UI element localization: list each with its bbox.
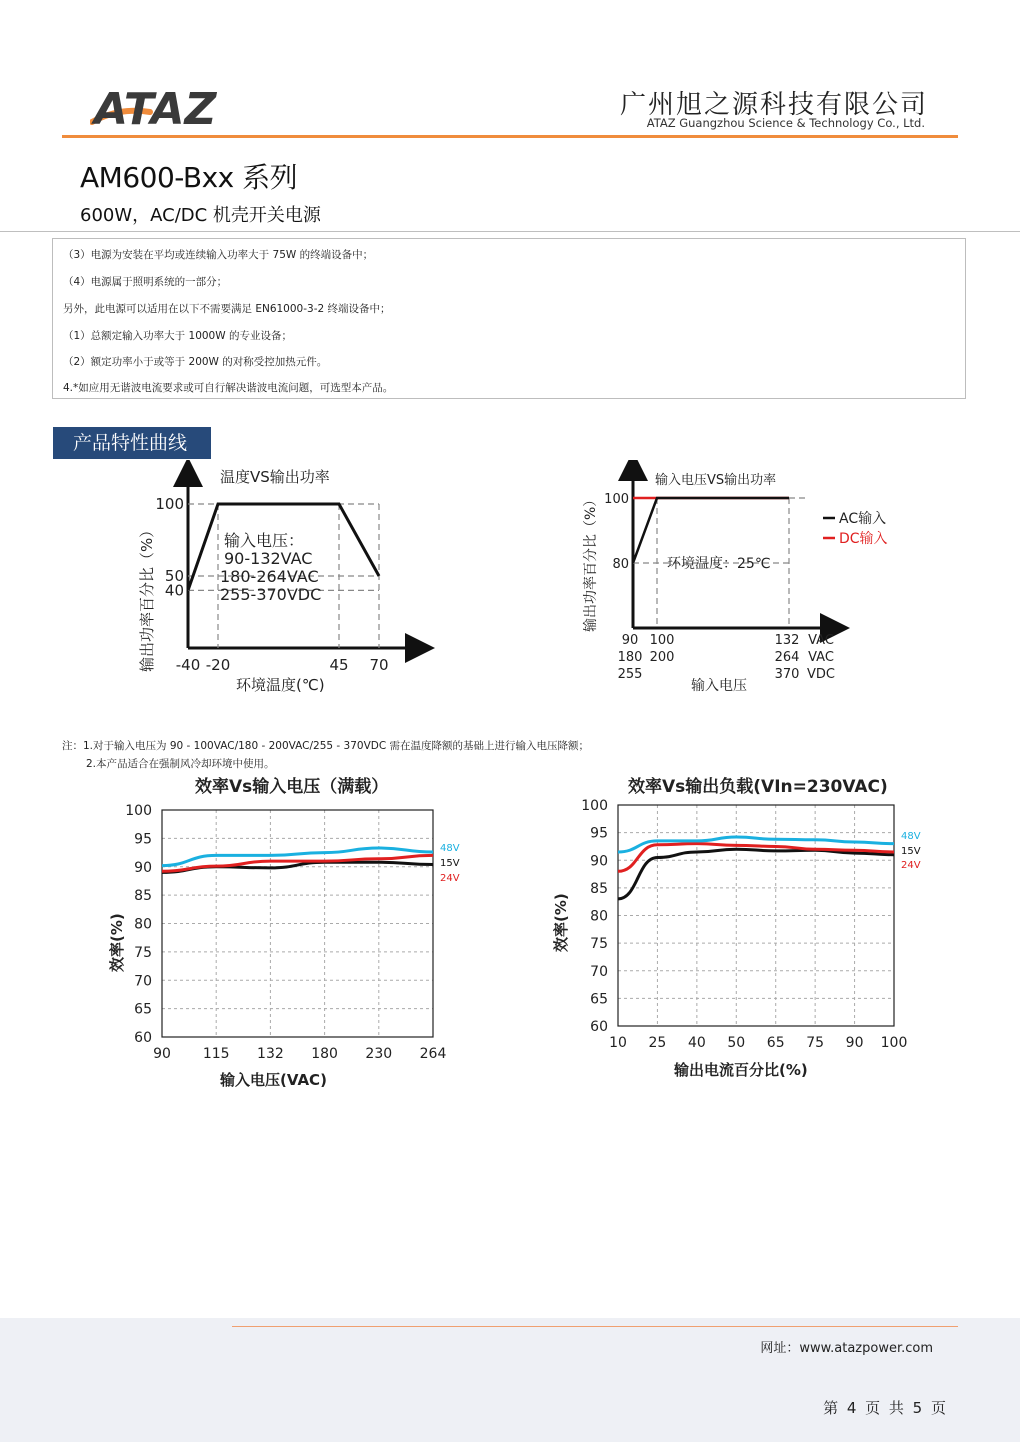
chart1-annotation: 90-132VAC bbox=[224, 549, 313, 568]
footer-website: 网址：www.atazpower.com bbox=[760, 1341, 933, 1356]
chart3-x-tick: 115 bbox=[202, 1046, 230, 1062]
chart3-legend-48v: 48V bbox=[440, 843, 460, 854]
chart1-x-tick: 45 bbox=[329, 656, 349, 674]
section-banner: 产品特性曲线 bbox=[53, 427, 211, 459]
note-line: （1）总额定输入功率大于 1000W 的专业设备； bbox=[63, 330, 292, 342]
chart2-xlabel: 输入电压 bbox=[691, 678, 747, 694]
chart1-annotation: 255-370VDC bbox=[220, 585, 322, 604]
chart3-legend-15v: 15V bbox=[440, 858, 460, 869]
chart4-y-tick: 95 bbox=[590, 825, 608, 842]
chart2-y-tick: 80 bbox=[612, 557, 629, 572]
chart3-y-tick: 95 bbox=[134, 831, 152, 848]
note-line: （2）额定功率小于或等于 200W 的对称受控加热元件。 bbox=[63, 356, 328, 368]
chart1-annotation: 输入电压： bbox=[224, 531, 305, 550]
chart4-y-tick: 65 bbox=[590, 991, 608, 1008]
chart1-y-tick: 100 bbox=[155, 495, 184, 513]
chart1-ylabel: 输出功率百分比（%） bbox=[138, 522, 156, 672]
chart2-x-tick: VAC bbox=[808, 650, 834, 665]
chart4-legend-48v: 48V bbox=[901, 831, 921, 842]
chart1-y-tick: 40 bbox=[164, 581, 184, 600]
chart3-y-tick: 80 bbox=[134, 916, 152, 933]
chart3-x-tick: 90 bbox=[153, 1046, 171, 1062]
footer-page-number: 第 4 页 共 5 页 bbox=[823, 1399, 948, 1417]
chart4-x-tick: 40 bbox=[687, 1035, 706, 1051]
chart4-y-tick: 90 bbox=[590, 853, 608, 870]
chart4-y-tick: 60 bbox=[590, 1019, 608, 1035]
chart2-title: 输入电压VS输出功率 bbox=[655, 473, 777, 488]
chart4-x-tick: 90 bbox=[845, 1035, 864, 1051]
legend-dc-label: DC输入 bbox=[839, 531, 888, 547]
derating-note-2: 2.本产品适合在强制风冷却环境中使用。 bbox=[86, 758, 275, 770]
chart4-xlabel: 输出电流百分比(%) bbox=[674, 1061, 808, 1079]
chart4-title: 效率Vs输出负载(VIn=230VAC) bbox=[628, 777, 888, 797]
chart4-ylabel: 效率(%) bbox=[552, 893, 570, 952]
chart3-y-tick: 85 bbox=[134, 888, 152, 905]
chart3-x-tick: 264 bbox=[419, 1046, 447, 1062]
chart1-annotation: 180-264VAC bbox=[220, 567, 319, 586]
chart3-x-tick: 132 bbox=[257, 1046, 284, 1062]
chart3-ylabel: 效率(%) bbox=[108, 913, 126, 972]
company-name-cn: 广州旭之源科技有限公司 bbox=[619, 90, 928, 120]
product-subtitle: 600W，AC/DC 机壳开关电源 bbox=[80, 205, 321, 226]
chart3-y-tick: 90 bbox=[134, 859, 152, 876]
chart3-y-tick: 100 bbox=[125, 803, 152, 819]
note-line: 4.*如应用无谐波电流要求或可自行解决谐波电流问题，可选型本产品。 bbox=[63, 382, 394, 394]
logo-text: ATAZ bbox=[94, 84, 217, 130]
company-name-en: ATAZ Guangzhou Science & Technology Co., Ltd. bbox=[646, 116, 925, 130]
chart3-y-tick: 75 bbox=[134, 944, 152, 961]
chart1-x-tick: -20 bbox=[205, 656, 231, 674]
note-line: 另外，此电源可以适用在以下不需要满足 EN61000-3-2 终端设备中； bbox=[63, 303, 391, 315]
chart-temperature-derating bbox=[120, 460, 440, 700]
chart2-x-tick: VDC bbox=[807, 667, 835, 682]
notes-box bbox=[52, 238, 966, 399]
chart4-legend-15v: 15V bbox=[901, 846, 921, 857]
chart4-x-tick: 10 bbox=[609, 1035, 627, 1051]
chart2-annotation: 环境温度：25℃ bbox=[667, 556, 771, 572]
chart2-ylabel: 输出功率百分比（%） bbox=[583, 492, 599, 632]
chart4-x-tick: 65 bbox=[766, 1035, 785, 1051]
chart1-title: 温度VS输出功率 bbox=[220, 468, 330, 486]
chart4-y-tick: 70 bbox=[590, 963, 608, 980]
chart4-series-15v bbox=[618, 849, 894, 899]
chart2-x-tick: VAC bbox=[808, 633, 834, 648]
header-divider bbox=[62, 135, 958, 138]
chart4-y-tick: 75 bbox=[590, 936, 608, 953]
legend-ac-label: AC输入 bbox=[839, 511, 887, 527]
chart4-y-tick: 85 bbox=[590, 880, 608, 897]
chart2-x-tick: 264 bbox=[774, 650, 800, 665]
chart3-y-tick: 65 bbox=[134, 1001, 152, 1018]
chart2-x-tick: 90 bbox=[621, 633, 639, 648]
derating-note-1: 注：1.对于输入电压为 90 - 100VAC/180 - 200VAC/255 - 370VDC 需在温度降额的基础上进行输入电压降额； bbox=[62, 740, 590, 752]
chart2-x-tick: 255 bbox=[617, 667, 643, 682]
series-title: AM600-Bxx 系列 bbox=[80, 161, 298, 194]
chart1-y-tick: 50 bbox=[164, 567, 184, 585]
chart3-y-tick: 70 bbox=[134, 973, 152, 990]
chart4-x-tick: 25 bbox=[648, 1035, 667, 1051]
chart4-x-tick: 100 bbox=[880, 1035, 908, 1051]
chart3-x-tick: 230 bbox=[365, 1046, 393, 1062]
chart4-x-tick: 50 bbox=[727, 1035, 746, 1051]
chart2-y-tick: 100 bbox=[604, 492, 629, 507]
chart3-title: 效率Vs输入电压（满载） bbox=[195, 777, 389, 797]
chart2-x-tick: 370 bbox=[774, 667, 800, 682]
chart4-y-tick: 80 bbox=[590, 908, 608, 925]
chart-efficiency-vs-load bbox=[540, 772, 940, 1092]
chart4-legend-24v: 24V bbox=[901, 860, 921, 871]
note-line: （3）电源为安装在平均或连续输入功率大于 75W 的终端设备中； bbox=[63, 249, 374, 261]
chart3-xlabel: 输入电压(VAC) bbox=[220, 1071, 327, 1089]
note-line: （4）电源属于照明系统的一部分； bbox=[63, 276, 228, 288]
chart3-legend-24v: 24V bbox=[440, 873, 460, 884]
chart2-x-tick: 200 bbox=[649, 650, 675, 665]
chart2-x-tick: 100 bbox=[649, 633, 675, 648]
ataz-logo bbox=[90, 82, 225, 130]
subtitle-rule bbox=[0, 231, 1020, 232]
chart-efficiency-vs-input bbox=[100, 772, 500, 1092]
chart1-x-tick: -40 bbox=[175, 656, 201, 674]
footer-divider bbox=[232, 1326, 958, 1327]
chart1-x-tick: 70 bbox=[369, 656, 389, 674]
chart2-x-tick: 180 bbox=[617, 650, 643, 665]
chart3-y-tick: 60 bbox=[134, 1030, 152, 1046]
chart-input-voltage-derating bbox=[575, 460, 905, 700]
chart4-y-tick: 100 bbox=[581, 798, 608, 814]
chart2-x-tick: 132 bbox=[774, 633, 800, 648]
chart3-x-tick: 180 bbox=[311, 1046, 338, 1062]
chart1-xlabel: 环境温度(℃) bbox=[236, 676, 325, 694]
chart4-x-tick: 75 bbox=[806, 1035, 825, 1051]
